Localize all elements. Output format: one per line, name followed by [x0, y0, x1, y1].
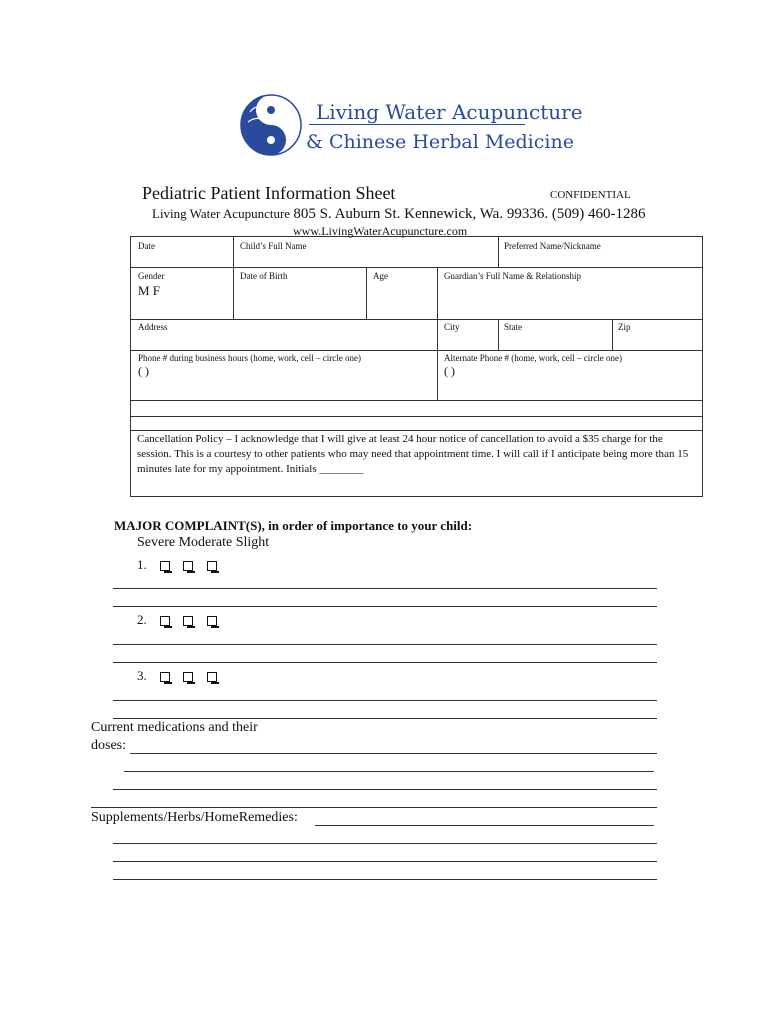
severe-checkbox[interactable] [160, 561, 170, 571]
form-col-divider [437, 319, 438, 350]
complaint-line[interactable] [113, 662, 657, 663]
clinic-street: 805 S. Auburn St. Kennewick, Wa. 99336. (509) 460-1286 [293, 206, 646, 222]
brand-divider [309, 124, 525, 125]
complaint-number: 1. [137, 557, 147, 572]
complaint-number: 2. [137, 612, 147, 627]
clinic-address-line [152, 206, 646, 223]
complaint-line[interactable] [113, 644, 657, 645]
severity-labels: Severe Moderate Slight [137, 535, 270, 550]
clinic-website: www.LivingWaterAcupuncture.com [293, 224, 468, 238]
moderate-checkbox[interactable] [183, 616, 193, 626]
major-complaints-heading: MAJOR COMPLAINT(S), in order of importance to your child: [114, 518, 473, 533]
form-row-divider [131, 430, 702, 431]
complaint-row-1 [137, 557, 217, 573]
form-col-divider [498, 319, 499, 350]
severe-checkbox[interactable] [160, 616, 170, 626]
moderate-checkbox[interactable] [183, 672, 193, 682]
slight-checkbox[interactable] [207, 672, 217, 682]
supplements-line[interactable] [113, 843, 657, 844]
complaint-row-3 [137, 668, 217, 684]
form-col-divider [612, 319, 613, 350]
form-row-divider [131, 319, 702, 320]
guardian-label: Guardian’s Full Name & Relationship [444, 271, 581, 281]
medications-line[interactable] [91, 807, 657, 808]
address-label: Address [138, 322, 168, 332]
medications-line[interactable] [113, 789, 657, 790]
supplements-line[interactable] [113, 879, 657, 880]
slight-checkbox[interactable] [207, 561, 217, 571]
gender-options[interactable]: M F [138, 283, 161, 298]
supplements-line[interactable] [315, 825, 654, 826]
form-col-divider [233, 267, 234, 319]
slight-checkbox[interactable] [207, 616, 217, 626]
state-label: State [504, 322, 522, 332]
form-col-divider [366, 267, 367, 319]
supplements-label: Supplements/Herbs/HomeRemedies: [91, 810, 298, 825]
cancellation-policy: Cancellation Policy – I acknowledge that I will give at least 24 hour notice of cancellation to avoid a $35 charge for the session. This is a courtesy to other patients who may need that appointment time. I will call if I anticipate being more than 15 minutes late for my appointment. Initials ________ [137, 433, 689, 475]
page-title: Pediatric Patient Information Sheet [142, 183, 396, 203]
form-row-divider [131, 416, 702, 417]
complaint-line[interactable] [113, 700, 657, 701]
complaint-row-2 [137, 612, 217, 628]
medications-line[interactable] [130, 753, 657, 754]
brand-name-line2: & Chinese Herbal Medicine [306, 131, 574, 153]
medications-doses-label: doses: [91, 738, 126, 753]
phone-field[interactable]: ( ) [138, 364, 149, 378]
form-row-divider [131, 350, 702, 351]
severe-checkbox[interactable] [160, 672, 170, 682]
complaint-line[interactable] [113, 588, 657, 589]
complaint-line[interactable] [113, 718, 657, 719]
nickname-label: Preferred Name/Nickname [504, 241, 601, 251]
clinic-name: Living Water Acupuncture [152, 206, 291, 221]
moderate-checkbox[interactable] [183, 561, 193, 571]
child-name-label: Child’s Full Name [240, 241, 307, 251]
alt-phone-label: Alternate Phone # (home, work, cell – circle one) [444, 353, 622, 363]
brand-name-line1: Living Water Acupuncture [316, 100, 583, 124]
phone-label: Phone # during business hours (home, work, cell – circle one) [138, 353, 361, 363]
medications-line[interactable] [124, 771, 654, 772]
zip-label: Zip [618, 322, 631, 332]
city-label: City [444, 322, 460, 332]
form-col-divider [437, 267, 438, 319]
form-col-divider [233, 237, 234, 267]
dob-label: Date of Birth [240, 271, 288, 281]
medications-label: Current medications and their [91, 720, 258, 735]
supplements-line[interactable] [113, 861, 657, 862]
date-label: Date [138, 241, 155, 251]
form-row-divider [131, 267, 702, 268]
yin-yang-logo-icon [238, 92, 304, 158]
complaint-number: 3. [137, 668, 147, 683]
form-col-divider [498, 237, 499, 267]
form-col-divider [437, 350, 438, 400]
alt-phone-field[interactable]: ( ) [444, 364, 455, 378]
complaint-line[interactable] [113, 606, 657, 607]
form-row-divider [131, 400, 702, 401]
gender-label: Gender [138, 271, 165, 281]
confidential-label: CONFIDENTIAL [550, 189, 631, 201]
age-label: Age [373, 271, 388, 281]
